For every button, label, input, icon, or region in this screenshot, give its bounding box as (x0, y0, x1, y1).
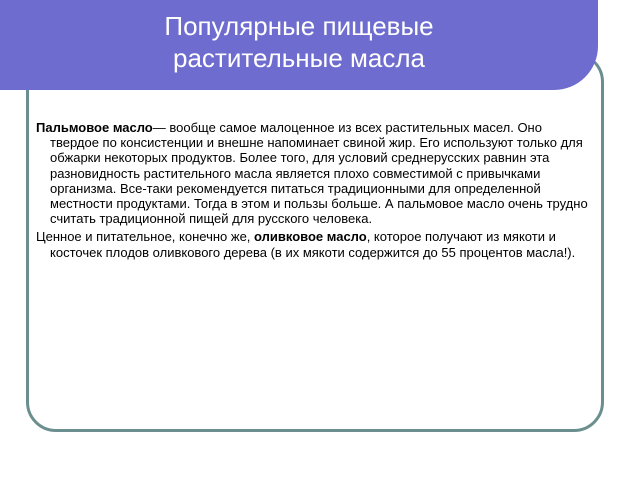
slide-title-line-1: Популярные пищевые (164, 11, 434, 41)
palm-oil-text: — вообще самое малоценное из всех растительных масел. Оно твердое по консистенции и внешне напоминает свиной жир. Его используют только для обжарки некоторых продуктов. Более того, для условий среднерусских равнин эта разновидность растительного масла является плохо совместимой с привычками организма. Все-таки рекомендуется питаться традиционными для определенной местности продуктами. Тогда в этом и пользы больше. А пальмовое масло очень трудно считать традиционной пищей для русского человека. (50, 120, 588, 227)
olive-oil-intro: Ценное и питательное, конечно же, (36, 229, 255, 245)
slide-title-line-2: растительные масла (173, 43, 425, 73)
olive-oil-text: , которое получают из мякоти и косточек плодов оливкового дерева (в их мякоти содержится до 55 процентов масла!). (50, 229, 576, 260)
palm-oil-term: Пальмовое масло (36, 120, 153, 135)
title-banner (0, 0, 598, 90)
olive-oil-term: оливковое масло (254, 229, 367, 245)
slide-content (36, 120, 588, 263)
paragraph-palm-oil (36, 120, 588, 226)
paragraph-olive-oil (36, 229, 588, 259)
slide-title (0, 10, 598, 74)
